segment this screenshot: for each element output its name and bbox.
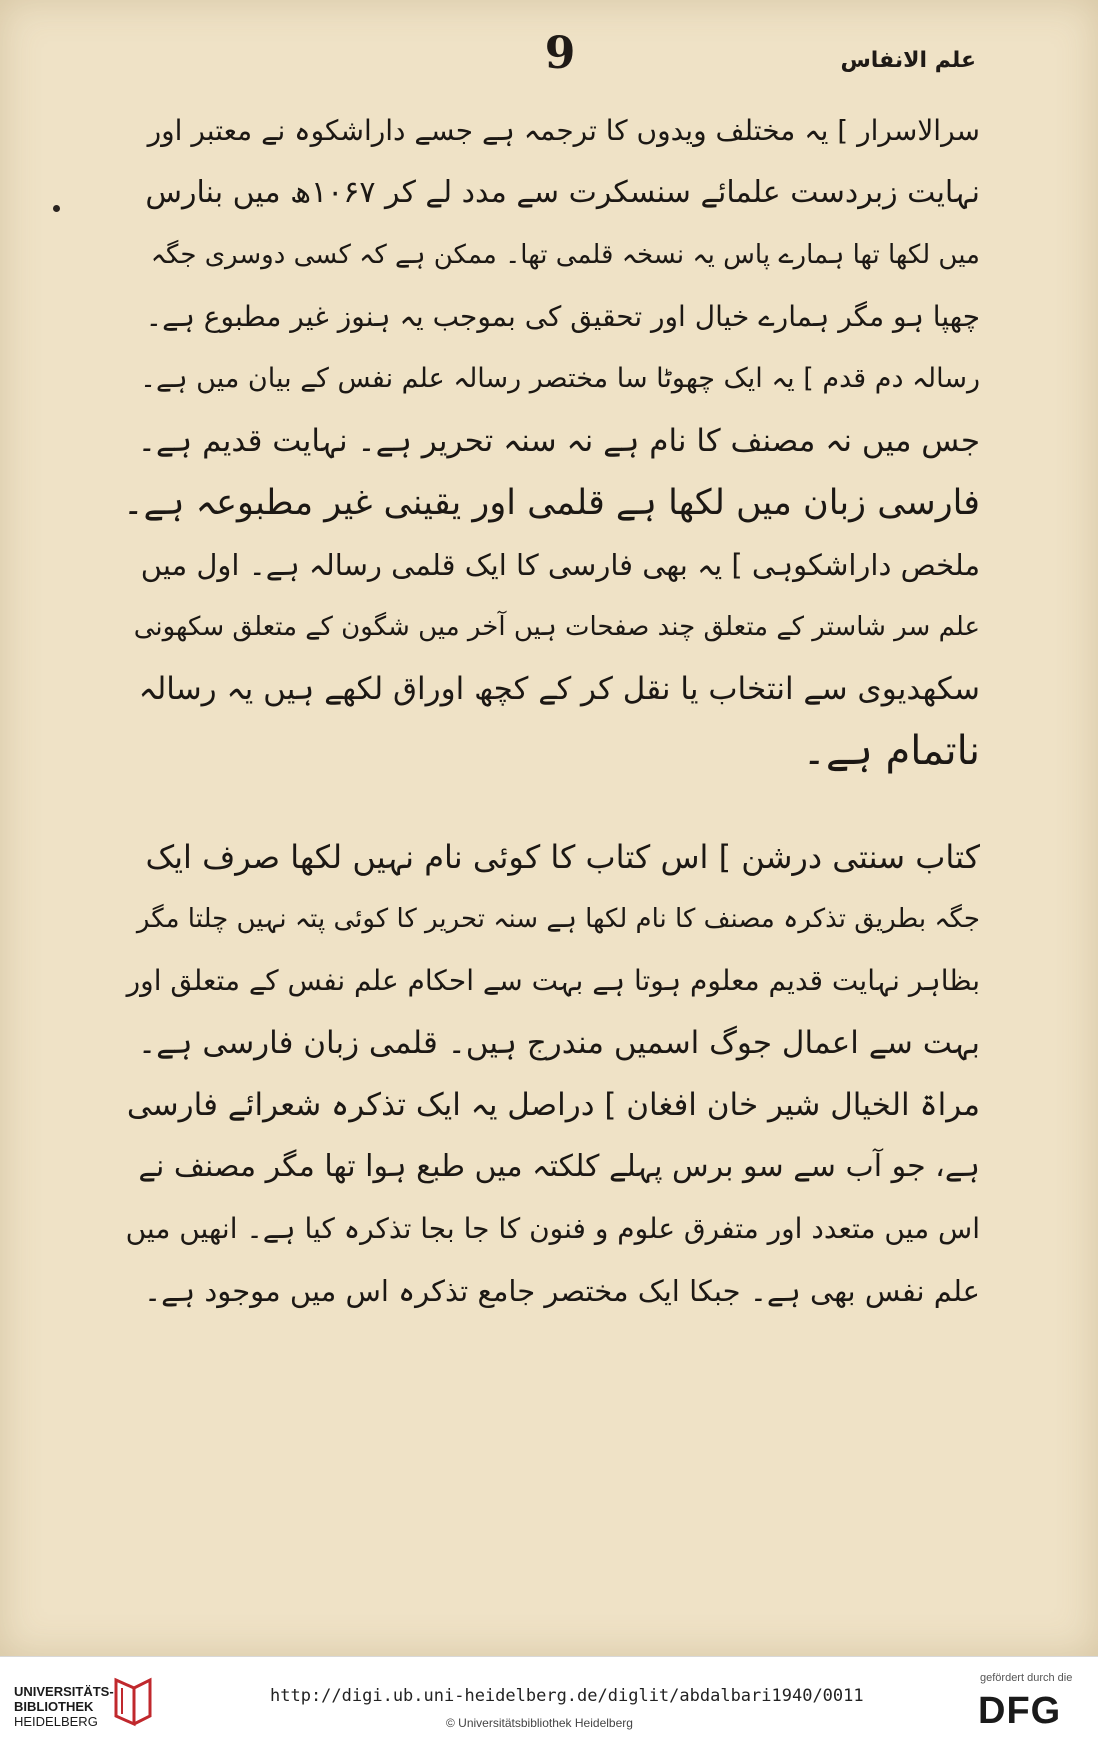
- funding-caption: gefördert durch die: [980, 1672, 1073, 1684]
- library-name-line-2: BIBLIOTHEK: [14, 1699, 94, 1714]
- text-line: جگہ بطریق تذکرہ مصنف کا نام لکھا ہے سنہ تحریر کا کوئی پتہ نہیں چلتا مگر: [136, 904, 980, 934]
- library-name-line-1: UNIVERSITÄTS-: [14, 1684, 114, 1699]
- text-line: علم سر شاستر کے متعلق چند صفحات ہیں آخر میں شگون کے متعلق سکھونی: [133, 612, 980, 642]
- margin-ink-dot: [53, 205, 60, 212]
- page-number: 9: [544, 28, 576, 79]
- permalink-url[interactable]: http://digi.ub.uni-heidelberg.de/diglit/abdalbari1940/0011: [270, 1686, 864, 1706]
- text-line: فارسی زبان میں لکھا ہے قلمی اور یقینی غیر مطبوعہ ہے۔: [122, 483, 980, 523]
- library-logo-icon: [112, 1674, 154, 1730]
- entry-heading-line: کتاب سنتی درشن ] اس کتاب کا کوئی نام نہیں لکھا صرف ایک: [145, 838, 980, 876]
- text-line: ناتمام ہے۔: [802, 728, 980, 774]
- copyright-notice: © Universitätsbibliothek Heidelberg: [446, 1716, 633, 1730]
- page-body-text: [120, 100, 980, 1600]
- library-logo-text: [14, 1684, 114, 1729]
- text-line: علم نفس بھی ہے۔ جبکا ایک مختصر جامع تذکرہ اس میں موجود ہے۔: [144, 1274, 980, 1308]
- entry-heading-line: سرالاسرار ] یہ مختلف ویدوں کا ترجمہ ہے جسے داراشکوہ نے معتبر اور: [147, 114, 980, 147]
- running-head: علم الانفاس: [840, 48, 976, 73]
- text-line: ہے، جو آب سے سو برس پہلے کلکتہ میں طبع ہوا تھا مگر مصنف نے: [138, 1149, 980, 1184]
- dfg-logo: DFG: [978, 1690, 1062, 1732]
- text-line: چھپا ہو مگر ہمارے خیال اور تحقیق کی بموجب یہ ہنوز غیر مطبوع ہے۔: [145, 300, 980, 333]
- text-line: نہایت زبردست علمائے سنسکرت سے مدد لے کر ۱۰۶۷ھ میں بنارس: [145, 175, 980, 210]
- text-line: بظاہر نہایت قدیم معلوم ہوتا ہے بہت سے احکام علم نفس کے متعلق اور: [126, 964, 980, 997]
- entry-heading-line: ملخص داراشکوہی ] یہ بھی فارسی کا ایک قلمی رسالہ ہے۔ اول میں: [140, 548, 980, 582]
- paragraph-gap: [120, 782, 980, 826]
- text-line: بہت سے اعمال جوگ اسمیں مندرج ہیں۔ قلمی زبان فارسی ہے۔: [138, 1025, 980, 1061]
- entry-heading-line: مراۃ الخیال شیر خان افغان ] دراصل یہ ایک تذکرہ شعرائے فارسی: [126, 1087, 980, 1123]
- text-line: میں لکھا تھا ہمارے پاس یہ نسخہ قلمی تھا۔ ممکن ہے کہ کسی دوسری جگہ: [150, 240, 980, 270]
- entry-heading-line: رسالہ دم قدم ] یہ ایک چھوٹا سا مختصر رسالہ علم نفس کے بیان میں ہے۔: [140, 363, 980, 394]
- text-line: اس میں متعدد اور متفرق علوم و فنون کا جا بجا تذکرہ کیا ہے۔ انھیں میں: [125, 1212, 980, 1245]
- library-city: HEIDELBERG: [14, 1714, 98, 1729]
- text-line: سکھدیوی سے انتخاب یا نقل کر کے کچھ اوراق لکھے ہیں یہ رسالہ: [138, 671, 980, 707]
- text-line: جس میں نہ مصنف کا نام ہے نہ سنہ تحریر ہے۔ نہایت قدیم ہے۔: [137, 423, 980, 459]
